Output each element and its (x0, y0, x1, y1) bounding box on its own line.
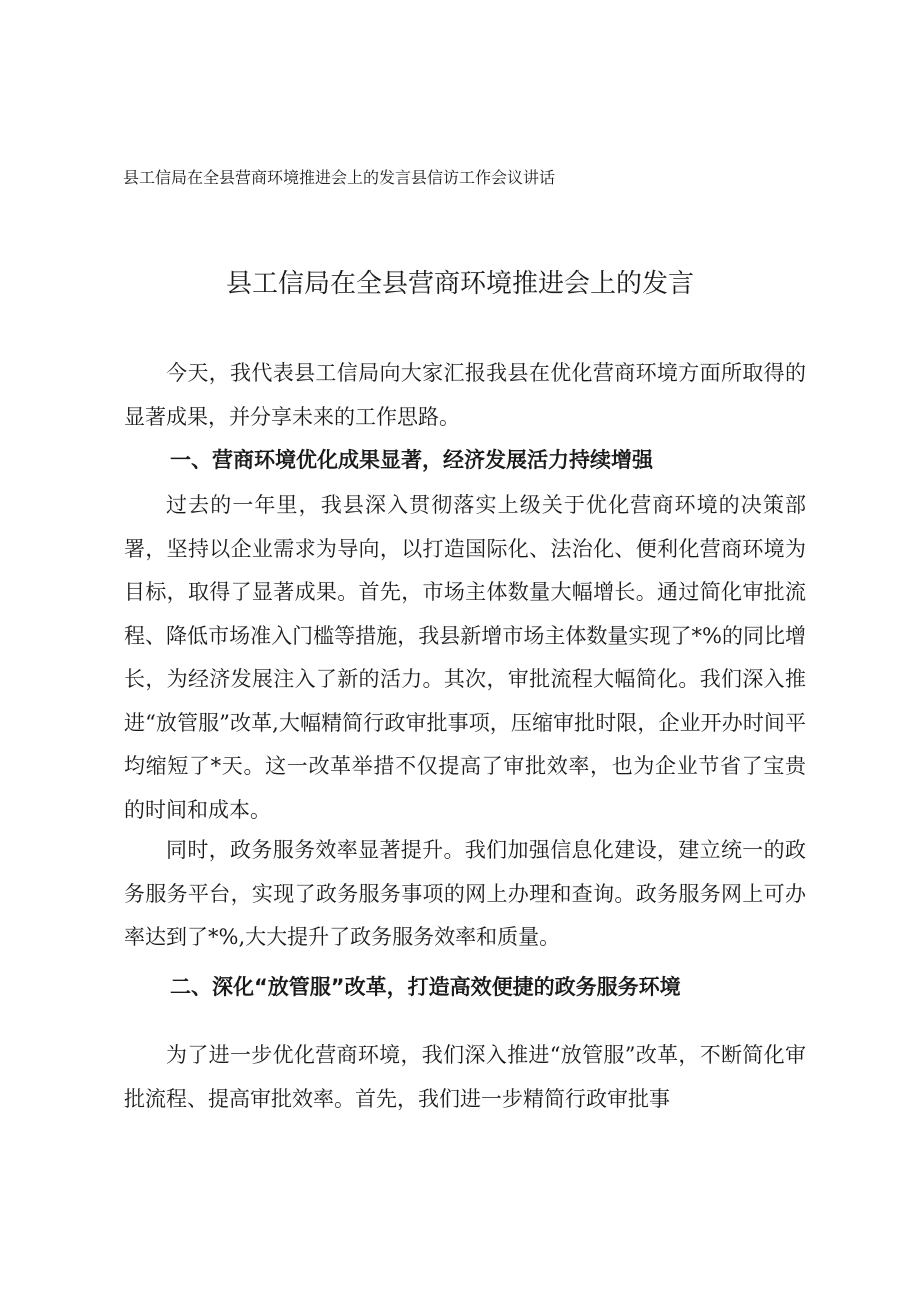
section-heading-1: 一、营商环境优化成果显著，经济发展活力持续增强 (170, 448, 653, 472)
paragraph-intro: 今天，我代表县工信局向大家汇报我县在优化营商环境方面所取得的显著成果，并分享未来的工作思路。 (124, 361, 806, 429)
paragraph-efficiency: 同时，政务服务效率显著提升。我们加强信息化建设，建立统一的政务服务平台，实现了政务服务事项的网上办理和查询。政务服务网上可办率达到了*%,大大提升了政务服务效率和质量。 (124, 838, 806, 949)
section-heading-2: 二、深化“放管服”改革，打造高效便捷的政务服务环境 (170, 975, 681, 999)
document-title: 县工信局在全县营商环境推进会上的发言 (225, 269, 694, 299)
document-header: 县工信局在全县营商环境推进会上的发言县信访工作会议讲话 (123, 168, 556, 187)
paragraph-reform: 为了进一步优化营商环境，我们深入推进“放管服”改革，不断简化审批流程、提高审批效率。首先，我们进一步精简行政审批事 (124, 1043, 806, 1111)
paragraph-achievements: 过去的一年里，我县深入贯彻落实上级关于优化营商环境的决策部署，坚持以企业需求为导向，以打造国际化、法治化、便利化营商环境为目标，取得了显著成果。首先，市场主体数量大幅增长。通过简化审批流程、降低市场准入门槛等措施，我县新增市场主体数量实现了*%的同比增长，为经济发展注入了新的活力。其次，审批流程大幅简化。我们深入推进“放管服”改革,大幅精简行政审批事项，压缩审批时限，企业开办时间平均缩短了*天。这一改革举措不仅提高了审批效率，也为企业节省了宝贵的时间和成本。 (124, 493, 806, 822)
